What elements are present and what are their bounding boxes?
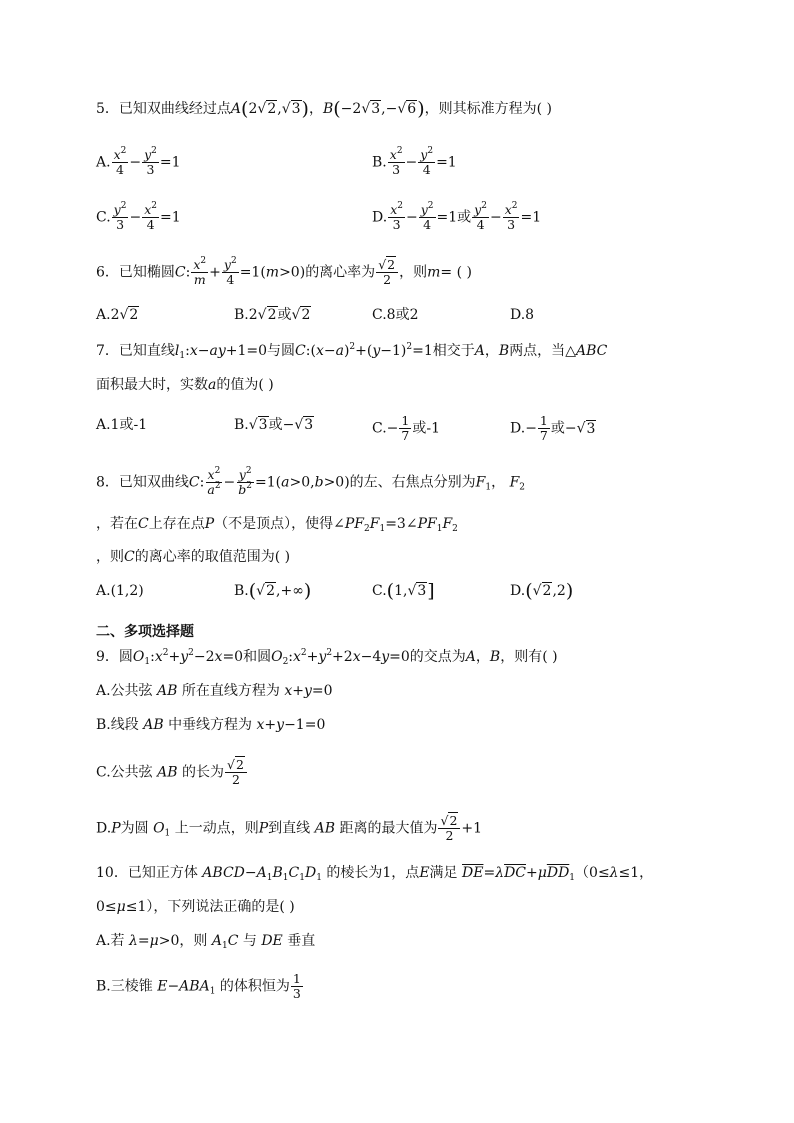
q8-stem-line2: ，若在C上存在点P（不是顶点），使得$\angle PF_2F_1=3\angle PF_1F_2$ xyxy=(96,516,458,534)
q6-option-d[interactable]: D.8 xyxy=(510,307,535,323)
q8-stem-line3: ，则C的离心率的取值范围为( ) xyxy=(96,549,291,565)
q10-option-b[interactable]: B.三棱锥 $E-ABA_1$ 的体积恒为 $\frac{1}{3}$ xyxy=(96,971,301,1001)
q8-option-a[interactable]: A.(1,2) xyxy=(96,583,144,599)
q9-option-b[interactable]: B.线段 AB 中垂线方程为 x+y−1=0 xyxy=(96,717,326,733)
q7-option-d[interactable]: D.− $\frac{1}{7}$ 或−√3 xyxy=(510,413,596,443)
q9-stem: 9．圆$O_1:x^2+y^2-2x=0$和圆$O_2:x^2+y^2+2x-4y=0$的交点为A，B，则有( ) xyxy=(96,648,558,667)
q10-option-a[interactable]: A.若 λ=μ>0，则 $A_1C$ 与 DE 垂直 xyxy=(96,933,316,951)
q7-stem: 7．已知直线$l_1:x-ay+1=0$与圆$C:(x-a)^2+(y-1)^2=1$相交于A，B两点，当△ABC xyxy=(96,342,608,361)
q5-option-b[interactable]: B. $\frac{x^2}{3}$ − $\frac{y^2}{4}$ =1 xyxy=(372,146,457,177)
q10-stem-line2: 0≤μ≤1），下列说法正确的是( ) xyxy=(96,899,295,915)
q6-option-b[interactable]: B.2√2或√2 xyxy=(234,307,311,323)
q10-stem: 10．已知正方体 $ABCD-A_1B_1C_1D_1$ 的棱长为1，点E满足 $\overline{DE}=\lambda\overline{DC}+\mu\overline{DD}_1(0\le\lambda\le 1$， xyxy=(96,865,654,883)
q6-stem: 6．已知椭圆C: $\frac{x^2}{m}$ + $\frac{y^2}{4}$ =1(m>0)的离心率为 $\frac{√2}{2}$ ，则m= ( ) xyxy=(96,256,472,287)
q8-option-d[interactable]: D.(√2,2) xyxy=(510,580,574,602)
q7-option-c[interactable]: C.− $\frac{1}{7}$ 或-1 xyxy=(372,413,440,443)
q9-option-c[interactable]: C.公共弦 AB 的长为 $\frac{√2}{2}$ xyxy=(96,758,248,787)
q5-option-c[interactable]: C. $\frac{y^2}{3}$ − $\frac{x^2}{4}$ =1 xyxy=(96,201,181,232)
q8-option-c[interactable]: C.(1,√3] xyxy=(372,580,435,602)
q8-option-b[interactable]: B.(√2,+∞) xyxy=(234,580,312,602)
q5-option-d[interactable]: D. $\frac{x^2}{3}$ − $\frac{y^2}{4}$ =1或 $\frac{y^2}{4}$ − $\frac{x^2}{3}$ =1 xyxy=(372,201,542,232)
q6-option-c[interactable]: C.8或2 xyxy=(372,307,419,323)
q9-option-d[interactable]: D.P为圆 $O_1$ 上一动点，则P到直线 AB 距离的最大值为 $\frac{√2}{2}$ +1 xyxy=(96,813,483,843)
q5-stem: 5．已知双曲线经过点A(2√2,√3)，B(−2√3,−√6)，则其标准方程为( ) xyxy=(96,98,552,120)
q7-option-a[interactable]: A.1或-1 xyxy=(96,417,148,433)
q7-option-b[interactable]: B.√3或−√3 xyxy=(234,417,314,433)
q6-option-a[interactable]: A.2√2 xyxy=(96,307,139,323)
q7-stem-line2: 面积最大时，实数a的值为( ) xyxy=(96,377,274,393)
q9-option-a[interactable]: A.公共弦 AB 所在直线方程为 x+y=0 xyxy=(96,683,333,699)
q8-stem: 8．已知双曲线C: $\frac{x^2}{a^2}$ − $\frac{y^2}{b^2}$ =1(a>0,b>0)的左、右焦点分别为$F_1$， $F_2$ xyxy=(96,466,526,497)
q5-option-a[interactable]: A. $\frac{x^2}{4}$ − $\frac{y^2}{3}$ =1 xyxy=(96,146,181,177)
section-title: 二、多项选择题 xyxy=(96,624,194,640)
